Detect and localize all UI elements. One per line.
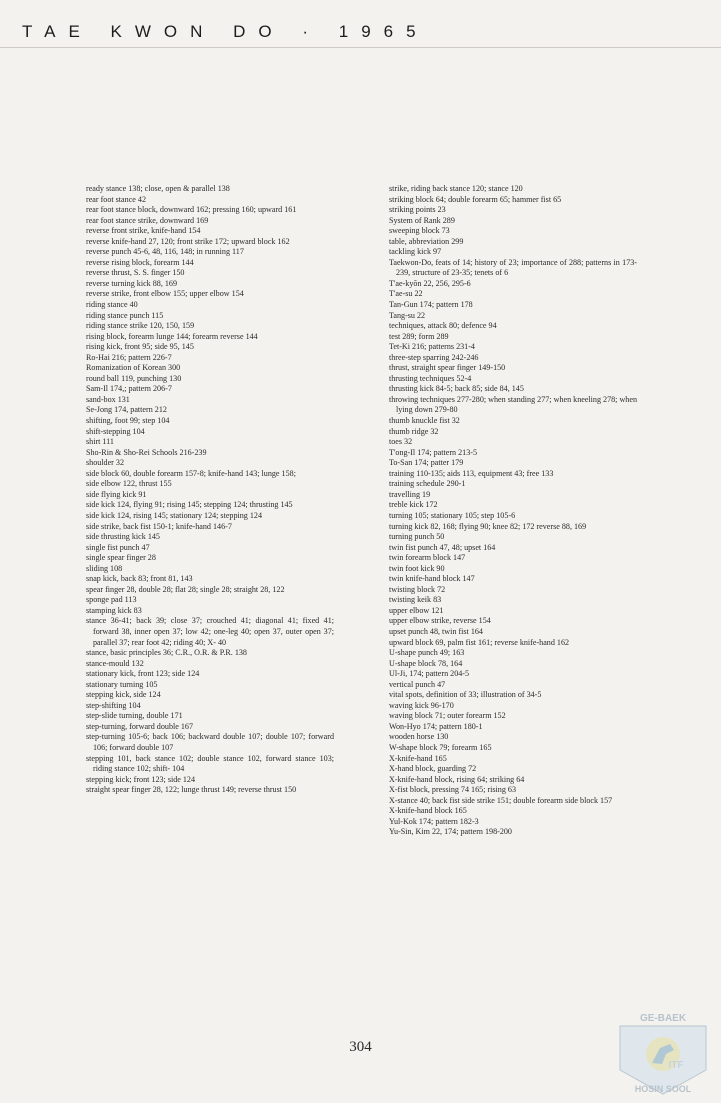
index-entry: twin forearm block 147 [389, 553, 466, 563]
index-entry: System of Rank 289 [389, 215, 455, 225]
index-entry: upset punch 48, twin fist 164 [389, 626, 483, 636]
index-entry: twin foot kick 90 [389, 563, 445, 573]
index-entry: training schedule 290-1 [389, 479, 466, 489]
index-entry: throwing techniques 277-280; when standing 277; when kneeling 278; when lying down 279-80 [389, 394, 637, 415]
index-entry: rear foot stance block, downward 162; pressing 160; upward 161 [86, 205, 297, 215]
index-column-left [86, 184, 334, 796]
index-entry: side elbow 122, thrust 155 [86, 479, 172, 489]
index-entry: side thrusting kick 145 [86, 532, 160, 542]
index-entry: twisting block 72 [389, 584, 446, 594]
index-entry: treble kick 172 [389, 500, 438, 510]
index-entry: riding stance 40 [86, 300, 138, 310]
index-entry: spear finger 28, double 28; flat 28; single 28; straight 28, 122 [86, 584, 285, 594]
index-entry: reverse knife-hand 27, 120; front strike 172; upward block 162 [86, 236, 290, 246]
index-entry: stepping kick; front 123; side 124 [86, 774, 196, 784]
index-entry: Tan-Gun 174; pattern 178 [389, 300, 473, 310]
index-entry: step-slide turning, double 171 [86, 711, 183, 721]
index-entry: Tet-Ki 216; patterns 231-4 [389, 342, 475, 352]
index-entry: round ball 119, punching 130 [86, 373, 182, 383]
index-entry: Se-Jong 174, pattern 212 [86, 405, 167, 415]
index-entry: Ro-Hai 216; pattern 226-7 [86, 352, 172, 362]
index-entry: Yu-Sin, Kim 22, 174; pattern 198-200 [389, 827, 512, 837]
index-entry: waving kick 96-170 [389, 700, 454, 710]
index-entry: step-turning, forward double 167 [86, 721, 193, 731]
index-entry: vertical punch 47 [389, 679, 446, 689]
index-entry: stepping kick, side 124 [86, 690, 161, 700]
index-entry: thrust, straight spear finger 149-150 [389, 363, 506, 373]
index-entry: X-knife-hand 165 [389, 753, 447, 763]
index-entry: strike, riding back stance 120; stance 120 [389, 184, 523, 193]
index-entry: upward block 69, palm fist 161; reverse knife-hand 162 [389, 637, 570, 647]
index-entry: tackling kick 97 [389, 247, 442, 257]
index-entry: toes 32 [389, 437, 413, 447]
index-entry: vital spots, definition of 33; illustration of 34-5 [389, 690, 542, 700]
index-entry: stance 36-41; back 39; close 37; crouched 41; diagonal 41; fixed 41; forward 38, inner open 37; low 42; one-leg 40; open 37, outer open 37; parallel 37; rear foot 42; riding 40; X- 40 [86, 616, 334, 647]
index-entry: T'ong-Il 174; pattern 213-5 [389, 447, 477, 457]
index-entry: shift-stepping 104 [86, 426, 145, 436]
index-entry: stationary kick, front 123; side 124 [86, 669, 200, 679]
index-entry: U-shape block 78, 164 [389, 658, 463, 668]
index-entry: To-San 174; patter 179 [389, 458, 464, 468]
index-entry: turning punch 50 [389, 532, 445, 542]
index-entry: X-knife-hand block, rising 64; striking 64 [389, 774, 525, 784]
index-entry: side block 60, double forearm 157-8; knife-hand 143; lunge 158; [86, 468, 296, 478]
index-entry: travelling 19 [389, 489, 431, 499]
index-entry: step-turning 105-6; back 106; backward double 107; double 107; forward 106; forward double 107 [86, 732, 334, 752]
svg-text:HOSIN SOOL: HOSIN SOOL [634, 1084, 692, 1094]
index-entry: X-stance 40; back fist side strike 151; double forearm side block 157 [389, 795, 613, 805]
index-entry: shifting, foot 99; step 104 [86, 416, 170, 426]
index-entry: wooden horse 130 [389, 732, 449, 742]
index-entry: turning kick 82, 168; flying 90; knee 82; 172 reverse 88, 169 [389, 521, 587, 531]
index-entry: reverse front strike, knife-hand 154 [86, 226, 201, 236]
index-entry: thumb ridge 32 [389, 426, 439, 436]
index-entry: training 110-135; aids 113, equipment 43; free 133 [389, 468, 554, 478]
index-entry: shirt 111 [86, 437, 114, 447]
index-entry: turning 105; stationary 105; step 105-6 [389, 510, 516, 520]
index-entry: rear foot stance 42 [86, 194, 146, 204]
index-entry: thrusting kick 84-5; back 85; side 84, 145 [389, 384, 524, 394]
index-entry: reverse thrust, S. S. finger 150 [86, 268, 185, 278]
index-entry: sweeping block 73 [389, 226, 450, 236]
index-entry: straight spear finger 28, 122; lunge thrust 149; reverse thrust 150 [86, 785, 297, 795]
index-entry: reverse punch 45-6, 48, 116, 148; in running 117 [86, 247, 244, 257]
index-entry: twisting keik 83 [389, 595, 442, 605]
index-entry: stationary turning 105 [86, 679, 158, 689]
index-entry: twin knife-hand block 147 [389, 574, 475, 584]
index-entry: side strike, back fist 150-1; knife-hand 146-7 [86, 521, 232, 531]
index-entry: stance, basic principles 36; C.R., O.R. & P.R. 138 [86, 648, 247, 658]
index-entry: thumb knuckle fist 32 [389, 416, 460, 426]
index-entry: T'ae-kyŏn 22, 256, 295-6 [389, 278, 471, 288]
index-entry: sponge pad 113 [86, 595, 137, 605]
index-entry: rear foot stance strike, downward 169 [86, 215, 209, 225]
index-entry: reverse turning kick 88, 169 [86, 278, 178, 288]
index-entry: sand-box 131 [86, 394, 130, 404]
index-entry: upper elbow 121 [389, 605, 444, 615]
index-entry: W-shape block 79; forearm 165 [389, 742, 492, 752]
running-header: TAE KWON DO · 1965 [22, 22, 429, 41]
index-entry: Sam-Il 174,; pattern 206-7 [86, 384, 172, 394]
index-entry: sliding 108 [86, 563, 123, 573]
index-entry: riding stance strike 120, 150, 159 [86, 321, 195, 331]
svg-text:GE-BAEK: GE-BAEK [639, 1013, 687, 1024]
index-entry: side flying kick 91 [86, 489, 147, 499]
index-entry: side kick 124, rising 145; stationary 124; stepping 124 [86, 510, 263, 520]
index-entry: test 289; form 289 [389, 331, 449, 341]
index-entry: Yul-Kok 174; pattern 182-3 [389, 816, 479, 826]
index-entry: striking points 23 [389, 205, 446, 215]
index-entry: Sho-Rin & Sho-Rei Schools 216-239 [86, 447, 207, 457]
index-entry: Romanization of Korean 300 [86, 363, 181, 373]
index-entry: U-shape punch 49; 163 [389, 648, 465, 658]
index-entry: snap kick, back 83; front 81, 143 [86, 574, 193, 584]
index-entry: stance-mould 132 [86, 658, 144, 668]
index-entry: ready stance 138; close, open & parallel 138 [86, 184, 230, 193]
index-entry: reverse rising block, forearm 144 [86, 257, 194, 267]
index-entry: reverse strike, front elbow 155; upper elbow 154 [86, 289, 244, 299]
index-entry: Tang-su 22 [389, 310, 426, 320]
index-entry: Taekwon-Do, feats of 14; history of 23; importance of 288; patterns in 173-239, structure of 23-35; tenets of 6 [389, 257, 637, 278]
index-entry: techniques, attack 80; defence 94 [389, 321, 497, 331]
index-entry: side kick 124, flying 91; rising 145; stepping 124; thrusting 145 [86, 500, 293, 510]
index-entry: X-knife-hand block 165 [389, 806, 467, 816]
index-entry: stepping 101, back stance 102; double stance 102, forward stance 103; riding stance 102; shift- 104 [86, 753, 334, 774]
index-entry: single spear finger 28 [86, 553, 156, 563]
index-entry: stamping kick 83 [86, 605, 142, 615]
ge-baek-hosin-sool-logo [612, 1008, 714, 1098]
index-entry: step-shifting 104 [86, 700, 141, 710]
index-entry: X-fist block, pressing 74 165; rising 63 [389, 785, 517, 795]
index-entry: table, abbreviation 299 [389, 236, 464, 246]
index-entry: riding stance punch 115 [86, 310, 164, 320]
index-entry: waving block 71; outer forearm 152 [389, 711, 506, 721]
index-entry: Ul-Ji, 174; pattern 204-5 [389, 669, 470, 679]
index-entry: twin fist punch 47, 48; upset 164 [389, 542, 496, 552]
index-entry: thrusting techniques 52-4 [389, 373, 472, 383]
index-entry: T'ae-su 22 [389, 289, 423, 299]
header-rule [0, 47, 721, 48]
index-entry: upper elbow strike, reverse 154 [389, 616, 491, 626]
index-column-right [389, 184, 637, 838]
index-entry: rising kick, front 95; side 95, 145 [86, 342, 194, 352]
page-number: 304 [349, 1039, 372, 1055]
index-entry: shoulder 32 [86, 458, 124, 468]
svg-text:ITF: ITF [668, 1060, 684, 1071]
index-entry: rising block, forearm lunge 144; forearm reverse 144 [86, 331, 258, 341]
index-entry: single fist punch 47 [86, 542, 150, 552]
index-entry: X-hand block, guarding 72 [389, 764, 477, 774]
index-entry: striking block 64; double forearm 65; hammer fist 65 [389, 194, 562, 204]
index-entry: Won-Hyo 174; pattern 180-1 [389, 721, 483, 731]
index-entry: three-step sparring 242-246 [389, 352, 479, 362]
